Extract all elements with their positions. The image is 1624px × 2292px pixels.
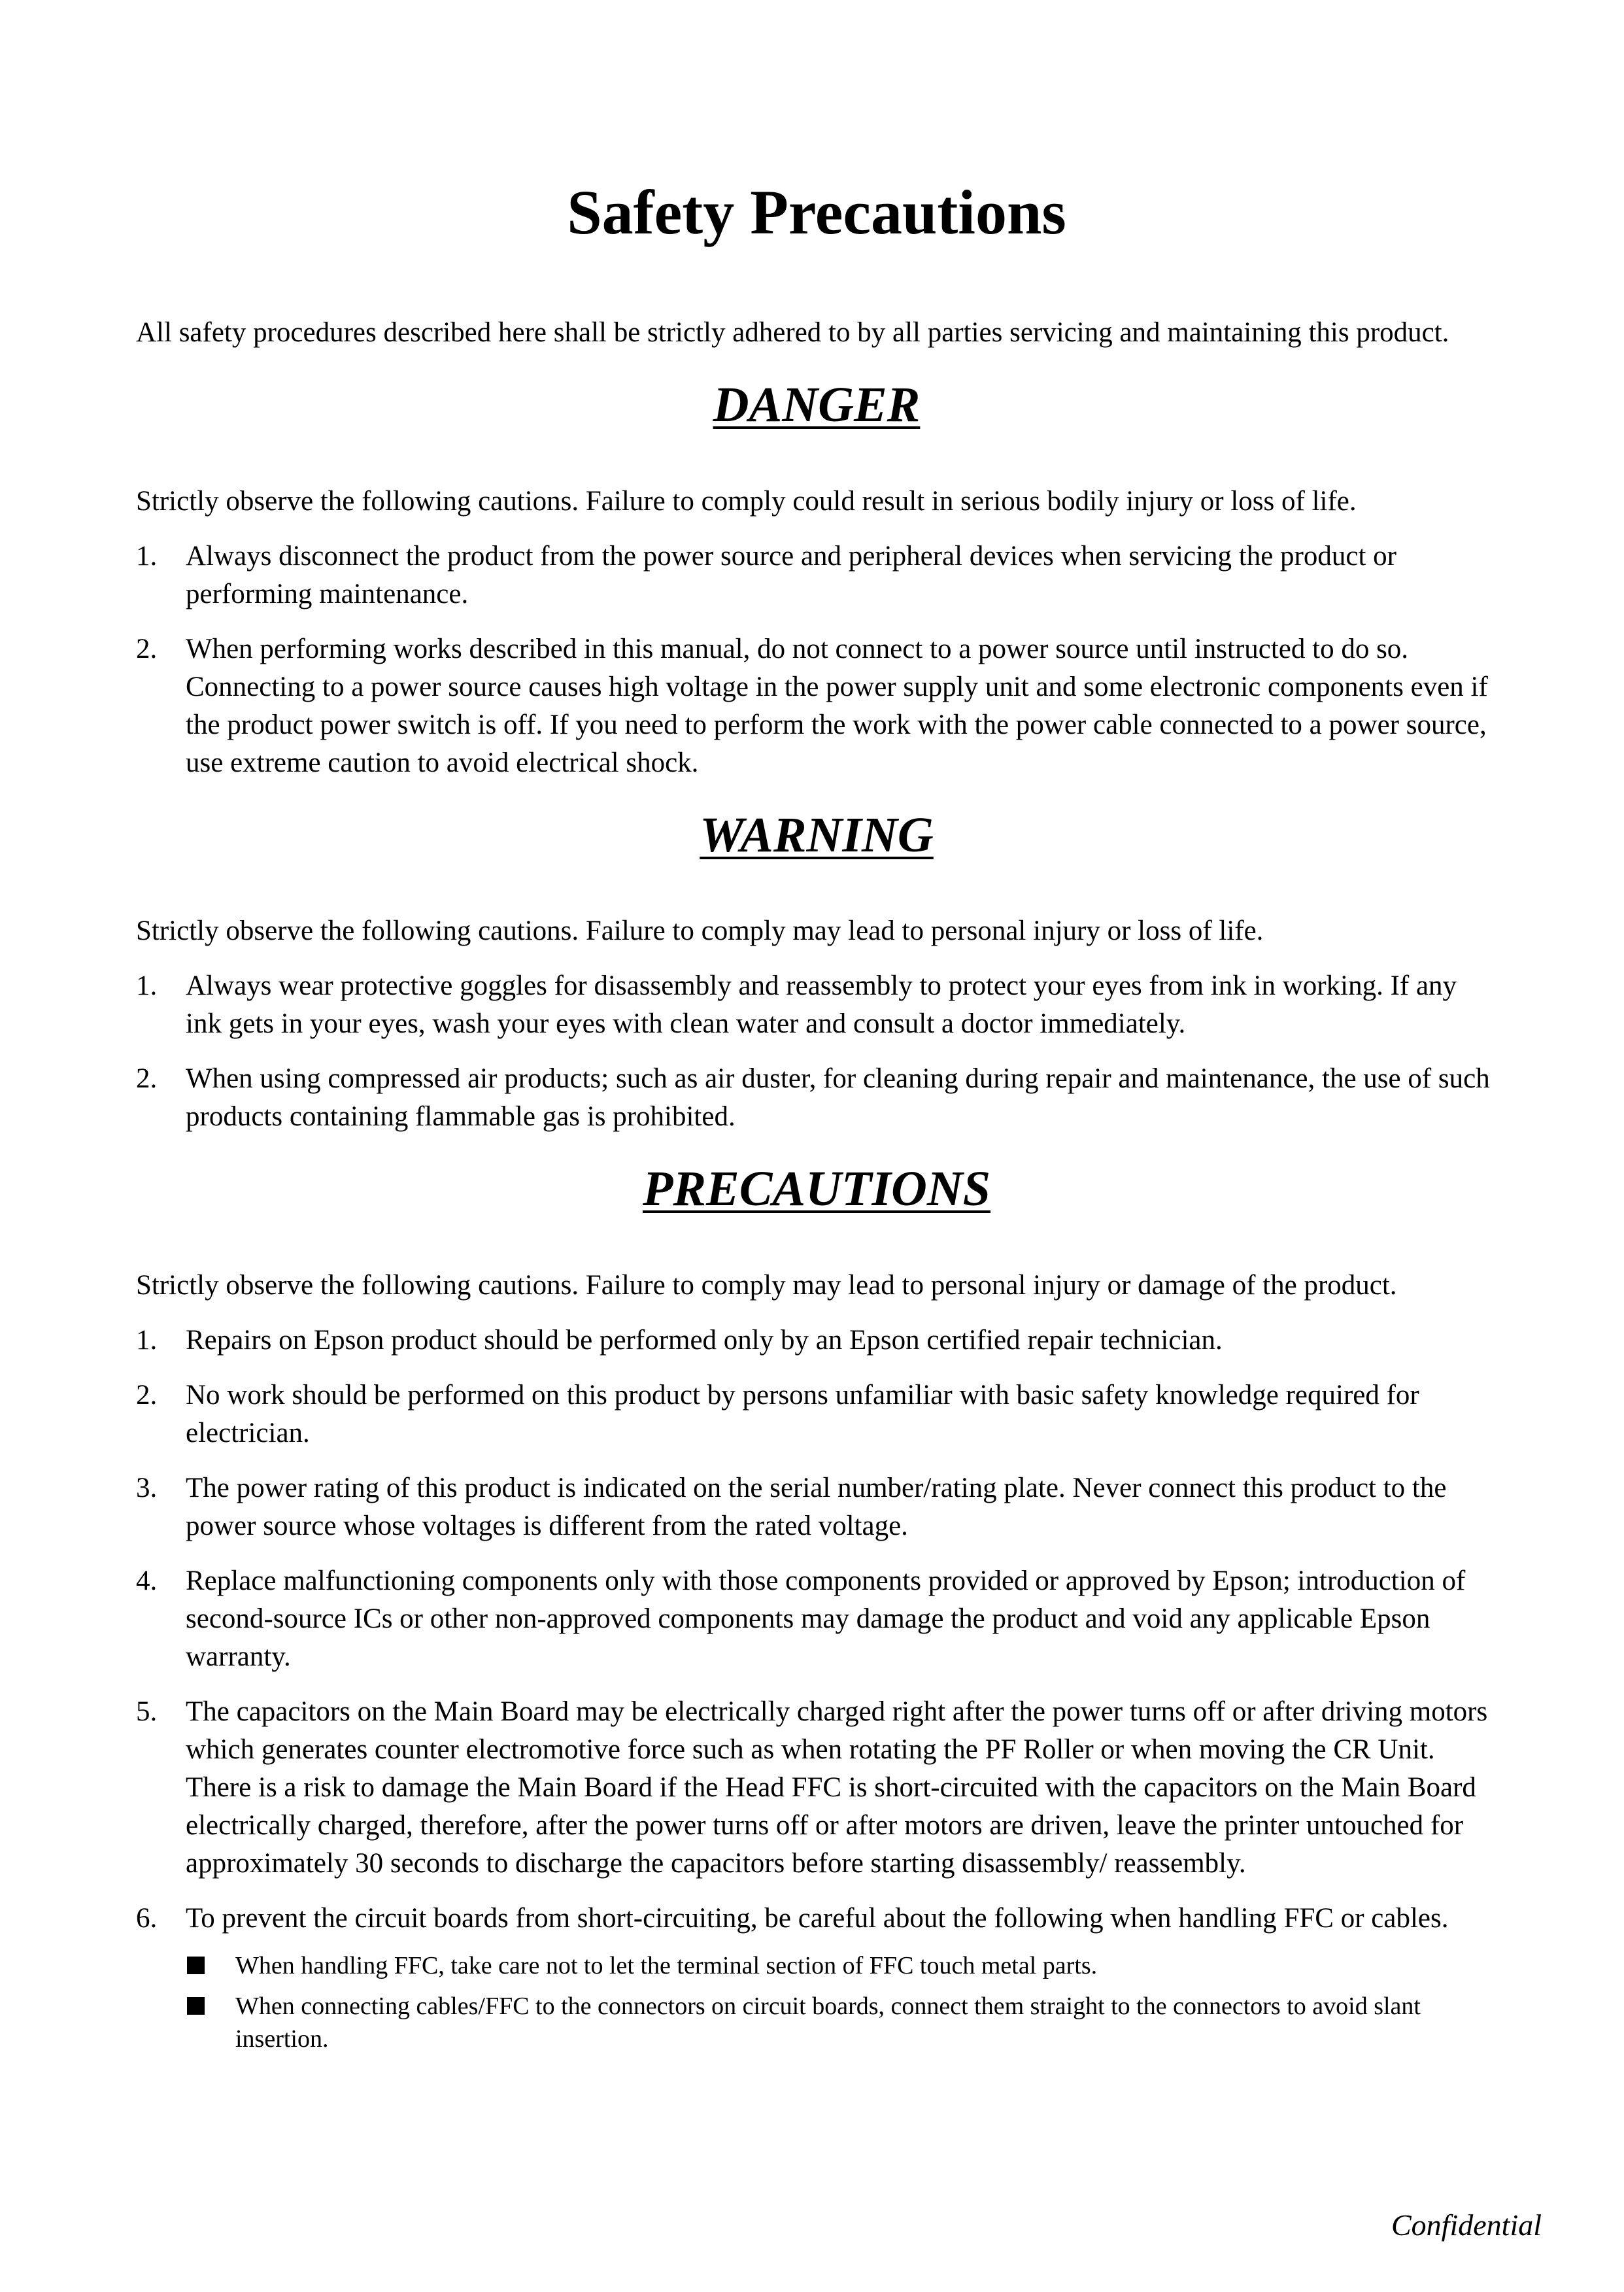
danger-section [136,377,1497,781]
page-title: Safety Precautions [567,177,1066,247]
item-number: 1. [136,970,158,1002]
list-item [136,1469,1497,1545]
precautions-heading: PRECAUTIONS [642,1161,991,1217]
warning-section [136,807,1497,1136]
item-text: When performing works described in this manual, do not connect to a power source until instructed to do so. Connecting to a power source causes high voltage in the power supply unit and some electronic components even if the product power switch is off. If you need to perform the work with the power cable connected to a power source, use extreme caution to avoid electrical shock. [186,633,1488,778]
bullet-item [186,1949,1497,1982]
confidential-footer: Confidential [1391,2208,1542,2242]
item-text: The capacitors on the Main Board may be electrically charged right after the power turns off or after driving motors which generates counter electromotive force such as when rotating the PF Roller or when moving the CR Unit. There is a risk to damage the Main Board if the Head FFC is short-circuited with the capacitors on the Main Board electrically charged, therefore, after the power turns off or after motors are driven, leave the printer untouched for approximately 30 seconds to discharge the capacitors before starting disassembly/ reassembly. [186,1696,1488,1879]
item-number: 2. [136,1379,158,1411]
item-number: 5. [136,1696,158,1727]
item-number: 2. [136,633,158,664]
list-item [136,1562,1497,1676]
square-bullet-icon [187,1997,205,2015]
bullet-text: When connecting cables/FFC to the connectors on circuit boards, connect them straight to the connectors to avoid slant insertion. [235,1992,1421,2053]
list-item [136,538,1497,613]
list-item [136,967,1497,1043]
list-item [136,1693,1497,1883]
item-text: Always disconnect the product from the power source and peripheral devices when servicing the product or performing maintenance. [186,540,1396,609]
item-text: Always wear protective goggles for disassembly and reassembly to protect your eyes from ink in working. If any ink gets in your eyes, wash your eyes with clean water and consult a doctor immediately. [186,970,1457,1040]
danger-heading: DANGER [713,377,921,433]
item-number: 3. [136,1472,158,1503]
list-item [136,1900,1497,1938]
item-text: To prevent the circuit boards from short-circuiting, be careful about the following when handling FFC or cables. [186,1902,1449,1934]
list-item [136,1322,1497,1360]
ffc-bullet-list [186,1949,1497,2055]
list-item [136,630,1497,782]
item-number: 2. [136,1063,158,1095]
danger-lead: Strictly observe the following cautions. Failure to comply could result in serious bodily injury or loss of life. [136,485,1357,517]
document-page [136,0,1497,2055]
precautions-lead: Strictly observe the following cautions. Failure to comply may lead to personal injury or damage of the product. [136,1269,1397,1301]
warning-list [136,967,1497,1136]
bullet-item [186,1990,1497,2055]
item-number: 1. [136,1324,158,1356]
warning-lead: Strictly observe the following cautions. Failure to comply may lead to personal injury or loss of life. [136,915,1264,947]
item-text: The power rating of this product is indicated on the serial number/rating plate. Never connect this product to the power source whose voltages is different from the rated voltage. [186,1472,1447,1541]
item-number: 1. [136,540,158,572]
item-number: 4. [136,1565,158,1596]
item-text: When using compressed air products; such as air duster, for cleaning during repair and maintenance, the use of such products containing flammable gas is prohibited. [186,1063,1490,1133]
item-number: 6. [136,1902,158,1934]
list-item [136,1377,1497,1452]
square-bullet-icon [187,1957,205,1974]
precautions-list [136,1322,1497,1938]
list-item [136,1060,1497,1136]
bullet-text: When handling FFC, take care not to let the terminal section of FFC touch metal parts. [235,1951,1098,1979]
danger-list [136,538,1497,782]
item-text: No work should be performed on this product by persons unfamiliar with basic safety knowledge required for electrician. [186,1379,1419,1448]
item-text: Replace malfunctioning components only with those components provided or approved by Epson; introduction of second-source ICs or other non-approved components may damage the product and void any applicable Epson warranty. [186,1565,1466,1672]
precautions-section [136,1161,1497,2055]
intro-paragraph: All safety procedures described here shall be strictly adhered to by all parties servicing and maintaining this product. [136,317,1449,349]
item-text: Repairs on Epson product should be performed only by an Epson certified repair technician. [186,1324,1223,1356]
warning-heading: WARNING [700,807,934,863]
